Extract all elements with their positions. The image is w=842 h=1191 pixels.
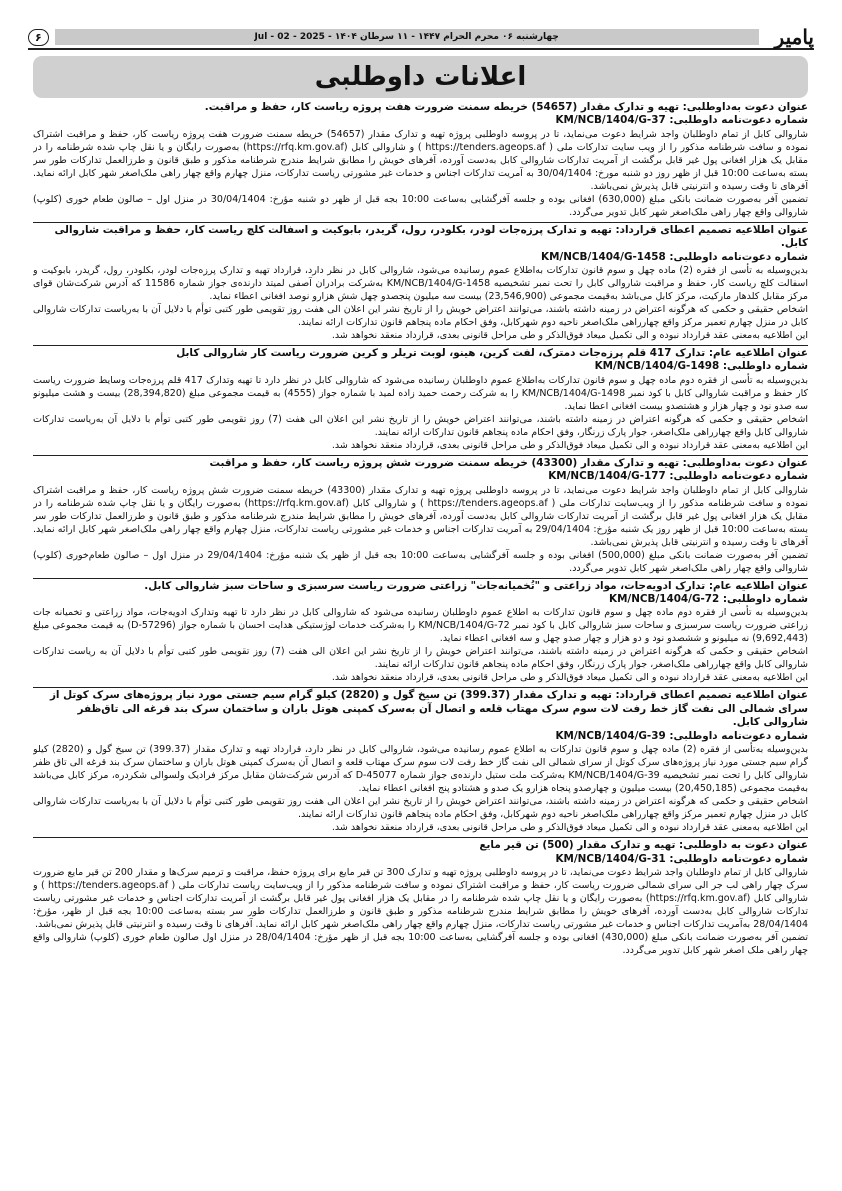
notice bbox=[33, 100, 808, 223]
notice bbox=[33, 688, 808, 838]
notice-reference-number: شماره دعوت‌نامه داوطلبی: KM/NCB/1404/G-177 bbox=[548, 470, 808, 483]
notice-paragraph: اشخاص حقیقی و حکمی که هرگونه اعتراض در زمینه داشته باشند، می‌توانند اعتراض خویش را از تاریخ نشر این اعلان الی هفت روز تقویمی طور کتبی توأم با دلایل آن با به‌ریاست تدارکات شاروالی کابل در منزل چهارم تعمیر مرکز واقع چهارراهی ملک‌اصغر ناحیه دوم شهرکابل، وفق احکام ماده پنجاهم قانون تدارکات ارائه نمایند. bbox=[33, 304, 808, 329]
notice-paragraph: تضمین آفر به‌صورت ضمانت بانکی مبلغ (630,000) افغانی بوده و جلسه آفرگشایی به‌ساعت 10:00 بجه قبل از ظهر دو شنبه مؤرخ: 30/04/1404 در منزل اول – صالون طعام خوری (کلوپ) شاروالی واقع چهار راهی ملک‌اصغر شهر کابل تدویر می‌گردد. bbox=[33, 193, 808, 218]
notice-reference-number: شماره دعوت‌نامه داوطلبی: KM/NCB/1404/G-31 bbox=[555, 852, 808, 865]
notice-title: عنوان اطلاعیه عام: تدارک 417 قلم پرزه‌جات دمترک، لفت کرین، هینو، لوبت تریلر و کرین ضرورت ریاست کار شاروالی کابل bbox=[176, 347, 808, 360]
notice-paragraph: تضمین آفر به‌صورت ضمانت بانکی مبلغ (500,000) افغانی بوده و جلسه آفرگشایی به‌ساعت 10:00 بجه قبل از ظهر یک شنبه مؤرخ: 29/04/1404 در منزل اول – صالون طعام‌خوری (کلوپ) شاروالی واقع چهار راهی ملک‌اصغر شهر کابل تدویر می‌گردد. bbox=[33, 549, 808, 574]
notice-title: عنوان دعوت به داوطلبی: تهیه و تدارک مقدار (500) تن قیر مایع bbox=[479, 839, 808, 852]
notice bbox=[33, 456, 808, 579]
notice-title: عنوان اطلاعیه عام: تدارک ادویه‌جات، مواد زراعتی و "تُخمیانه‌جات" زراعتی ضرورت ریاست سرسبزی و ساحات سبز شاروالی کابل. bbox=[144, 579, 808, 592]
section-banner bbox=[33, 56, 808, 98]
notice-reference-number: شماره دعوت‌نامه داوطلبی: KM/NCB/1404/G-39 bbox=[555, 729, 808, 742]
notice bbox=[33, 223, 808, 346]
notice-title: عنوان اطلاعیه تصمیم اعطای قرارداد: تهیه و تدارک مقدار (399.37) تن سیخ گول و (2820) کیلو گرام سیم جستی مورد نیاز پروژه‌های سرک کوتل از سرای شمالی الی نفت گاز خط رفت لات سوم سرک مهتاب قلعه و اتصال آن به‌سرک کمپنی هوتل باران و ساختمان سرک بند قرغه الی تاق‌ظفر شاروالی کابل. bbox=[49, 689, 808, 729]
notices-list bbox=[33, 100, 808, 1183]
notice-paragraph: اشخاص حقیقی و حکمی که هرگونه اعتراض در زمینه داشته باشند، می‌توانند اعتراض خویش را از تاریخ نشر این اعلان الی هفت (7) روز تقویمی طور کتبی توأم با دلایل آن به‌ریاست تدارکات شاروالی کابل واقع چهارراهی ملک‌اصغر، جوار پارک زرنگار، وفق احکام ماده پنجاهم قانون تدارکات ارائه نمایند. bbox=[33, 413, 808, 438]
notice-paragraph: شاروالی کابل از تمام داوطلبان واجد شرایط دعوت می‌نماید، تا در پروسه داوطلبی پروژه تهیه و تدارک 300 تن قیر مایع برای پروژه حفظ، مراقبت و ترمیم سرک‌ها و مقدار 200 تن قیر مایع ضرورت سرک چهار راهی لب جر الی سرای شمالی ضرورت ریاست کار، حفظ و مراقبت اشتراک نموده و سافت شرطنامه مذکور را از ویب‌سایت ریاست تدارکات ملی ( https://tenders.ageops.af ) و شاروالی کابل (https://rfq.km.gov.af) به‌صورت رایگان و یا نقل چاپ شده شرطنامه را در مقابل یک هزار افغانی پول غیر قابل برگشت از آمریت تدارکات اجناس و خدمات غیر مشورتی ریاست تدارکات شاروالی کابل به‌دست آورده، آفرهای خویش را مطابق شرایط مندرج شرطنامه مذکور و طبق قانون و طرزالعمل تدارکات طور سر بسته به‌ساعت 10:00 بجه قبل از ظهر، مؤرخ: 28/04/1404 به‌آمریت تدارکات اجناس و خدمات غیر مشورتی ریاست تدارکات، منزل چهارم واقع چهار راهی ملک‌اصغر شهر کابل ارائه نماید. آفرهای نا وقت رسیده و انترنیتی قابل پذیرش نمی‌باشد. bbox=[33, 866, 808, 930]
notice-reference-number: شماره دعوت‌نامه داوطلبی: KM/NCB/1404/G-37 bbox=[555, 114, 808, 127]
notice-paragraph: بدین‌وسیله به تأسی از فقره (2) ماده چهل و سوم قانون تدارکات به‌اطلاع عموم رسانیده می‌شود، شاروالی کابل در نظر دارد، قرارداد تهیه و تدارک پرزه‌جات لودر، بکلودر، رول، گریدر، بابوکیت و اسفالت کلچ ریاست کار، حفظ و مراقبت شاروالی کابل را تحت نمبر تشخیصیه KM/NCB/1404/G-1458 به‌شرکت برادران آصفی لمیتد دارنده‌ی جواز شماره 11586 که آدرس شرکت‌شان قوای مرکز مقابل کلدهار مارکیت، مرکز کابل می‌باشد به‌قیمت مجموعی (23,546,900) بیست سه میلیون پنجصدو چهل شش هزارو نوصد افغانی اعطاء نماید. bbox=[33, 265, 808, 303]
notice-paragraph: اشخاص حقیقی و حکمی که هرگونه اعتراض در زمینه داشته باشند، می‌توانند اعتراض خویش را از تاریخ نشر این اعلان الی هفت (7) روز تقویمی طور کتبی توأم با دلایل آن به ریاست تدارکات شاروالی کابل واقع چهارراهی ملک‌اصغر، جوار پارک زرنگار، وفق احکام ماده پنجاهم قانون تدارکات ارائه نمایند. bbox=[33, 646, 808, 671]
notice-paragraph: اشخاص حقیقی و حکمی که هرگونه اعتراض در زمینه داشته باشند، می‌توانند اعتراض خویش را از تاریخ نشر این اعلان الی هفت روز تقویمی طور کتبی توأم با دلایل آن با به‌ریاست تدارکات شاروالی کابل در منزل چهارم تعمیر مرکز واقع چهارراهی ملک‌اصغر ناحیه دوم شهرکابل، وفق احکام ماده پنجاهم قانون تدارکات ارائه نمایند. bbox=[33, 796, 808, 821]
notice bbox=[33, 346, 808, 456]
notice-paragraph: شاروالی کابل از تمام داوطلبان واجد شرایط دعوت می‌نماید، تا در پروسه داوطلبی پروژه تهیه و تدارک مقدار (54657) خریطه سمنت ضرورت هفت پروژه ریاست کار، حفظ و مراقبت اشتراک نموده و سافت شرطنامه مذکور را از ویب سایت تدارکات ملی ( https://tenders.ageops.af ) و شاروالی کابل (https://rfq.km.gov.af) به‌صورت رایگان و یا نقل چاپ شده شرطنامه را در مقابل یک هزار افغانی پول غیر قابل برگشت از آمریت تدارکات شاروالی کابل به‌دست آورده، آفرهای خویش را مطابق شرایط مندرج شرطنامه مذکور و طبق قانون و طرزالعمل تدارکات طور سر بسته به‌ساعت 10:00 قبل از ظهر روز دو شنبه مورخ: 30/04/1404 به آمریت تدارکات اجناس و خدمات غیر مشورتی ریاست تدارکات، منزل چهارم واقع چهار راهی ملک‌اصغر شهر کابل ارائه نماید. آفرهای نا وقت رسیده و انترنیتی قابل پذیرش نمی‌باشد. bbox=[33, 128, 808, 192]
notice-reference-number: شماره دعوت‌نامه داوطلبی: KM/NCB/1404/G-1458 bbox=[541, 250, 808, 263]
notice-title: عنوان دعوت به‌داوطلبی: تهیه و تدارک مقدار (43300) خریطه سمنت ضرورت شش پروژه ریاست کار، حفظ و مراقبت bbox=[209, 456, 808, 469]
newspaper-brand: پامیر bbox=[774, 25, 814, 49]
notice-reference-number: شماره داوطلبی: KM/NCB/1404/G-1498 bbox=[594, 360, 808, 373]
notice bbox=[33, 838, 808, 960]
notice-paragraph: این اطلاعیه به‌معنی عقد قرارداد نبوده و الی تکمیل میعاد فوق‌الذکر و طی مراحل قانونی بعدی، قرارداد منعقد نخواهد شد. bbox=[331, 822, 808, 834]
notice-paragraph: تضمین آفر به‌صورت ضمانت بانکی مبلغ (430,000) افغانی بوده و جلسه آفرگشایی به‌ساعت 10:00 بجه قبل از ظهر مؤرخ: 28/04/1404 در منزل اول صالون طعام خوری (کلوپ) شاروالی واقع چهار راهی ملک اصغر شهر کابل تدویر می‌گردد. bbox=[33, 931, 808, 956]
notice-paragraph: شاروالی کابل از تمام داوطلبان واجد شرایط دعوت می‌نماید، تا در پروسه داوطلبی پروژه تهیه و تدارک مقدار (43300) خریطه سمنت ضرورت شش پروژه ریاست کار، حفظ و مراقبت اشتراک نموده و سافت شرطنامه مذکور را از ویب‌سایت تدارکات ملی ( https://tenders.ageops.af ) و شاروالی کابل (https://rfq.km.gov.af) به‌صورت رایگان و یا نقل چاپ شده شرطنامه را در مقابل یک هزار افغانی پول غیر قابل برگشت از آمریت تدارکات شاروالی کابل به‌دست آورده، آفرهای خویش را مطابق شرایط مندرج شرطنامه مذکور و طبق قانون و طرزالعمل تدارکات طور سر بسته به‌ساعت 10:00 قبل از ظهر روز یک شنبه مؤرخ: 29/04/1404 به آمریت تدارکات اجناس و خدمات غیر مشورتی ریاست تدارکات، منزل چهارم واقع چهار راهی ملک‌اصغر شهر کابل ارائه نماید. آفرهای نا وقت رسیده و انترنیتی قابل پذیرش نمی‌باشد. bbox=[33, 484, 808, 548]
notice bbox=[33, 579, 808, 689]
notice-paragraph: بدین‌وسیله به تأسی از فقره دوم ماده چهل و سوم قانون تدارکات به اطلاع عموم داوطلبان رسانیده می‌شود که شاروالی کابل در نظر دارد تا تهیه وتدارک ادویه‌جات، مواد زراعتی و تخمیانه جات زراعتی ضرورت ریاست سرسبزی و ساحات سبز شاروالی کابل با کود نمبر KM/NCB/1404/G-72 را به‌شرکت خدمات لوژستیکی هدایت احسان با شماره جواز (D-57296) به قیمت مجموعی مبلغ (9,692,443) نه میلیونو و ششصدو نود و دو هزار و چهار صدو چهل و سه افغانی اعطاء نماید. bbox=[33, 607, 808, 645]
notice-paragraph: بدین‌وسیله به‌تأسی از فقره (2) ماده چهل و سوم قانون تدارکات به اطلاع عموم رسانیده می‌شود، شاروالی کابل در نظر دارد، قرارداد تهیه و تدارک مقدار (399.37) تن سیخ گول و (2820) کیلو گرام سیم جستی مورد نیاز پروژه‌های سرک کوتل از سرای شمالی الی نفت گاز خط رفت لات سوم سرک مهتاب قلعه و اتصال آن به‌سرک کمپنی هوتل باران و ساختمان سرک بند قرغه الی تاق ظفر شاروالی کابل را تحت نمبر تشخیصیه KM/NCB/1404/G-39 به‌شرکت ملت ستیل دارنده‌ی جواز شماره D-45077 که آدرس شرکت‌شان مقابل مرکز فرادیک ولسوالی شکردره، مرکز کابل می‌باشد به‌قیمت مجموعی (20,450,185) بیست میلیون و چهارصدو پنجاه هزارو یک صدو و هشتادو پنج افغانی اعطاء نماید. bbox=[33, 744, 808, 795]
notice-paragraph: این اطلاعیه به‌معنی عقد قرارداد نبوده و الی تکمیل میعاد فوق‌الذکر و طی مراحل قانونی بعدی، قرارداد منعقد نخواهد شد. bbox=[331, 330, 808, 342]
notice-paragraph: این اطلاعیه به‌معنی عقد قرارداد نبوده و الی تکمیل میعاد فوق‌الذکر و طی مراحل قانونی بعدی، قرارداد منعقد نخواهد شد. bbox=[331, 672, 808, 684]
page-number: ۶ bbox=[28, 29, 49, 46]
issue-dateline: چهارشنبه ۰۶ محرم الحرام ۱۴۴۷ - ۱۱ سرطان ۱۴۰۴ - Jul - 02 - 2025 bbox=[55, 29, 759, 45]
notice-paragraph: بدین‌وسیله به تأسی از فقره دوم ماده چهل و سوم قانون تدارکات به‌اطلاع عموم داوطلبان رسانیده می‌شود که شاروالی کابل در نظر دارد تا تهیه وتدارک 417 قلم پرزه‌جات وسایط ضرورت ریاست کار حفظ و مراقبت شاروالی کابل با کود نمبر KM/NCB/1404/G-1498 را به شرکت رحمت حمید زاده لمید با شماره جواز (4555) به قیمت مجموعی مبلغ (28,394,820) بیست و هشت میلیونو سه صدو نود و چهار هزار و هشتصدو بیست افغانی اعطا نماید. bbox=[33, 374, 808, 412]
section-title: اعلانات داوطلبی bbox=[314, 62, 527, 92]
notice-title: عنوان اطلاعیه تصمیم اعطای قرارداد: تهیه و تدارک پرزه‌جات لودر، بکلودر، رول، گریدر، بابوکیت و اسفالت کلچ ریاست کار، حفظ و مراقبت شاروالی کابل. bbox=[54, 223, 808, 250]
page-header bbox=[28, 26, 814, 50]
notice-title: عنوان دعوت به‌داوطلبی: تهیه و تدارک مقدار (54657) خریطه سمنت ضرورت هفت پروژه ریاست کار، حفظ و مراقبت. bbox=[204, 101, 808, 113]
notice-paragraph: این اطلاعیه به‌معنی عقد قرارداد نبوده و الی تکمیل میعاد فوق‌الذکر و طی مراحل قانونی بعدی، قرارداد منعقد نخواهد شد. bbox=[331, 439, 808, 451]
notice-reference-number: شماره داوطلبی: KM/NCB/1404/G-72 bbox=[609, 593, 808, 606]
